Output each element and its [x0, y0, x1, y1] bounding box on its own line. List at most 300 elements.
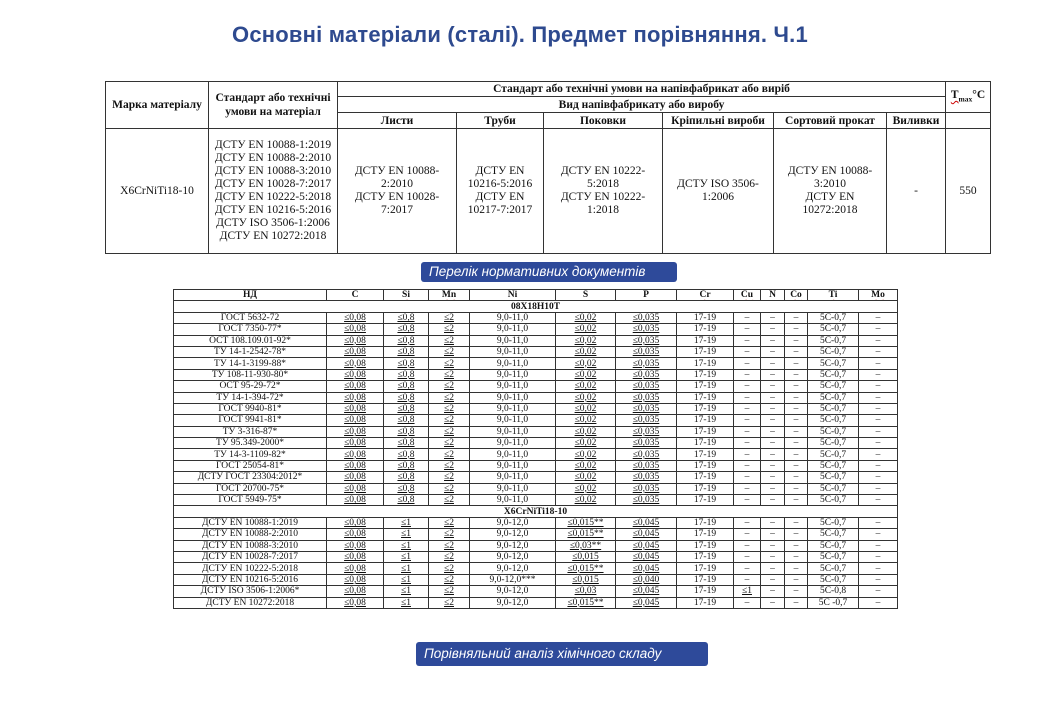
- cell-c: ≤0,08: [327, 540, 384, 551]
- cell-cu: –: [734, 346, 761, 357]
- table-row: [174, 563, 898, 574]
- cell-cu: –: [734, 517, 761, 528]
- cell-n: –: [761, 586, 785, 597]
- cell-cu: –: [734, 392, 761, 403]
- header-fasteners: Кріпильні вироби: [663, 113, 774, 129]
- cell-si: ≤0,8: [384, 495, 429, 506]
- list-line: 1:2018: [587, 204, 619, 216]
- table-row: [174, 586, 898, 597]
- list-line: 5:2018: [587, 178, 619, 190]
- cell-c: ≤0,08: [327, 438, 384, 449]
- cell-ni: 9,0-12,0***: [470, 574, 556, 585]
- column-header-si: Si: [384, 290, 429, 301]
- cell-ni: 9,0-12,0: [470, 540, 556, 551]
- group-row: [174, 506, 898, 517]
- cell-co: –: [785, 346, 808, 357]
- cell-cr: 17-19: [677, 369, 734, 380]
- cell-нд: ДСТУ EN 10088-1:2019: [174, 517, 327, 528]
- cell-mn: ≤2: [429, 574, 470, 585]
- cell-mo: –: [859, 415, 898, 426]
- cell-co: –: [785, 551, 808, 562]
- cell-co: –: [785, 403, 808, 414]
- list-line: ДСТУ ISO 3506-1:2006: [216, 217, 330, 229]
- cell-mn: ≤2: [429, 392, 470, 403]
- cell-ni: 9,0-11,0: [470, 381, 556, 392]
- cell-mo: –: [859, 517, 898, 528]
- cell-co: –: [785, 415, 808, 426]
- cell-mn: ≤2: [429, 312, 470, 323]
- cell-si: ≤0,8: [384, 438, 429, 449]
- cell-mn: ≤2: [429, 563, 470, 574]
- cell-p: ≤0,045: [616, 597, 677, 608]
- cell-ni: 9,0-11,0: [470, 335, 556, 346]
- cell-n: –: [761, 597, 785, 608]
- cell-co: –: [785, 495, 808, 506]
- cell-cu: –: [734, 574, 761, 585]
- cell-s: ≤0,02: [556, 392, 616, 403]
- cell-cu: –: [734, 403, 761, 414]
- cell-mo: –: [859, 346, 898, 357]
- cell-cr: 17-19: [677, 324, 734, 335]
- cell-ti: 5C-0,7: [808, 540, 859, 551]
- cell-c: ≤0,08: [327, 563, 384, 574]
- cell-n: –: [761, 415, 785, 426]
- cell-mo: –: [859, 472, 898, 483]
- cell-co: –: [785, 449, 808, 460]
- cell-s: ≤0,02: [556, 369, 616, 380]
- cell-cr: 17-19: [677, 403, 734, 414]
- cell-n: –: [761, 483, 785, 494]
- cell-cu: –: [734, 563, 761, 574]
- cell-tmax: 550: [946, 129, 991, 254]
- cell-нд: ГОСТ 9941-81*: [174, 415, 327, 426]
- cell-cu: –: [734, 460, 761, 471]
- cell-bars: [774, 129, 887, 254]
- cell-si: ≤1: [384, 574, 429, 585]
- header-castings: Виливки: [887, 113, 946, 129]
- cell-s: ≤0,02: [556, 449, 616, 460]
- cell-нд: ОСТ 108.109.01-92*: [174, 335, 327, 346]
- chem-header-row: [174, 290, 898, 301]
- table-row: [174, 517, 898, 528]
- cell-mn: ≤2: [429, 495, 470, 506]
- cell-si: ≤0,8: [384, 324, 429, 335]
- cell-co: –: [785, 426, 808, 437]
- column-header-c: C: [327, 290, 384, 301]
- cell-cu: –: [734, 335, 761, 346]
- cell-si: ≤1: [384, 529, 429, 540]
- cell-p: ≤0,035: [616, 312, 677, 323]
- cell-cu: –: [734, 426, 761, 437]
- cell-нд: ТУ 14-1-3199-88*: [174, 358, 327, 369]
- table-row: [174, 597, 898, 608]
- cell-p: ≤0,035: [616, 403, 677, 414]
- cell-ti: 5C-0,7: [808, 369, 859, 380]
- cell-co: –: [785, 438, 808, 449]
- cell-sheets: [338, 129, 457, 254]
- cell-c: ≤0,08: [327, 335, 384, 346]
- cell-mo: –: [859, 597, 898, 608]
- cell-ti: 5C-0,7: [808, 517, 859, 528]
- cell-нд: ДСТУ ГОСТ 23304:2012*: [174, 472, 327, 483]
- cell-si: ≤1: [384, 540, 429, 551]
- cell-n: –: [761, 574, 785, 585]
- cell-cr: 17-19: [677, 346, 734, 357]
- table-row: [174, 369, 898, 380]
- cell-co: –: [785, 597, 808, 608]
- cell-c: ≤0,08: [327, 346, 384, 357]
- cell-n: –: [761, 381, 785, 392]
- cell-ni: 9,0-12,0: [470, 586, 556, 597]
- list-line: 10272:2018: [802, 204, 858, 216]
- cell-нд: ГОСТ 5949-75*: [174, 495, 327, 506]
- cell-p: ≤0,035: [616, 369, 677, 380]
- cell-n: –: [761, 392, 785, 403]
- cell-ti: 5C-0,7: [808, 415, 859, 426]
- cell-s: ≤0,015**: [556, 517, 616, 528]
- cell-mn: ≤2: [429, 460, 470, 471]
- cell-p: ≤0,035: [616, 392, 677, 403]
- cell-mn: ≤2: [429, 597, 470, 608]
- cell-si: ≤0,8: [384, 392, 429, 403]
- cell-cu: –: [734, 529, 761, 540]
- cell-c: ≤0,08: [327, 403, 384, 414]
- cell-mo: –: [859, 335, 898, 346]
- header-bars: Сортовий прокат: [774, 113, 887, 129]
- chemical-analysis-badge: Порівняльний аналіз хімічного складу: [416, 642, 708, 666]
- cell-ti: 5C-0,7: [808, 495, 859, 506]
- cell-si: ≤0,8: [384, 346, 429, 357]
- cell-mo: –: [859, 483, 898, 494]
- cell-ti: 5C-0,7: [808, 335, 859, 346]
- cell-ni: 9,0-11,0: [470, 472, 556, 483]
- cell-нд: ДСТУ EN 10028-7:2017: [174, 551, 327, 562]
- cell-n: –: [761, 563, 785, 574]
- table-row: [174, 449, 898, 460]
- cell-mn: ≤2: [429, 449, 470, 460]
- cell-s: ≤0,03**: [556, 540, 616, 551]
- table-row: [174, 358, 898, 369]
- cell-mn: ≤2: [429, 324, 470, 335]
- list-line: ДСТУ ISO 3506-: [677, 178, 759, 190]
- cell-ni: 9,0-11,0: [470, 392, 556, 403]
- table-row: [174, 495, 898, 506]
- cell-cr: 17-19: [677, 563, 734, 574]
- cell-n: –: [761, 426, 785, 437]
- cell-p: ≤0,035: [616, 324, 677, 335]
- cell-mo: –: [859, 438, 898, 449]
- cell-p: ≤0,035: [616, 426, 677, 437]
- cell-si: ≤0,8: [384, 358, 429, 369]
- cell-c: ≤0,08: [327, 574, 384, 585]
- column-header-cu: Cu: [734, 290, 761, 301]
- cell-ti: 5C-0,7: [808, 403, 859, 414]
- cell-p: ≤0,035: [616, 381, 677, 392]
- cell-cr: 17-19: [677, 438, 734, 449]
- header-semi-standard: Стандарт або технічні умови на напівфабрикат або виріб: [338, 82, 946, 97]
- cell-n: –: [761, 358, 785, 369]
- header-pipes: Труби: [457, 113, 544, 129]
- cell-p: ≤0,045: [616, 586, 677, 597]
- list-line: ДСТУ EN 10088-: [354, 165, 440, 177]
- list-line: ДСТУ EN: [475, 191, 525, 203]
- cell-s: ≤0,02: [556, 426, 616, 437]
- table-row: [174, 574, 898, 585]
- cell-p: ≤0,035: [616, 449, 677, 460]
- chemical-composition-table: [173, 289, 898, 609]
- cell-нд: ТУ 14-1-394-72*: [174, 392, 327, 403]
- cell-s: ≤0,02: [556, 403, 616, 414]
- cell-p: ≤0,035: [616, 438, 677, 449]
- cell-mn: ≤2: [429, 369, 470, 380]
- list-line: ДСТУ EN 10088-1:2019: [214, 139, 332, 151]
- cell-нд: ТУ 95.349-2000*: [174, 438, 327, 449]
- cell-co: –: [785, 358, 808, 369]
- list-line: 1:2006: [702, 191, 734, 203]
- cell-cr: 17-19: [677, 483, 734, 494]
- cell-n: –: [761, 495, 785, 506]
- cell-grade: X6CrNiTi18-10: [106, 129, 209, 254]
- list-line: ДСТУ EN 10088-2:2010: [214, 152, 332, 164]
- cell-mn: ≤2: [429, 586, 470, 597]
- column-header-mo: Mo: [859, 290, 898, 301]
- cell-co: –: [785, 460, 808, 471]
- cell-mo: –: [859, 586, 898, 597]
- normative-docs-badge: Перелік нормативних документів: [421, 262, 677, 282]
- cell-ti: 5C-0,7: [808, 529, 859, 540]
- cell-si: ≤0,8: [384, 449, 429, 460]
- cell-ti: 5C-0,7: [808, 574, 859, 585]
- cell-n: –: [761, 517, 785, 528]
- table-row: [174, 381, 898, 392]
- cell-p: ≤0,035: [616, 495, 677, 506]
- cell-cu: –: [734, 415, 761, 426]
- cell-ti: 5C-0,7: [808, 358, 859, 369]
- header-tmax-empty: [946, 113, 991, 129]
- cell-ti: 5C-0,7: [808, 460, 859, 471]
- cell-ti: 5C-0,7: [808, 392, 859, 403]
- cell-cr: 17-19: [677, 426, 734, 437]
- cell-p: ≤0,035: [616, 460, 677, 471]
- cell-cu: –: [734, 438, 761, 449]
- table-row: [174, 415, 898, 426]
- cell-mo: –: [859, 358, 898, 369]
- cell-p: ≤0,035: [616, 472, 677, 483]
- cell-s: ≤0,02: [556, 460, 616, 471]
- cell-ni: 9,0-11,0: [470, 415, 556, 426]
- cell-c: ≤0,08: [327, 597, 384, 608]
- cell-p: ≤0,045: [616, 540, 677, 551]
- cell-c: ≤0,08: [327, 392, 384, 403]
- cell-co: –: [785, 586, 808, 597]
- cell-cr: 17-19: [677, 460, 734, 471]
- group-label: X6CrNiTi18-10: [174, 506, 898, 517]
- cell-c: ≤0,08: [327, 358, 384, 369]
- table-row: [174, 460, 898, 471]
- table-row: [174, 426, 898, 437]
- cell-mn: ≤2: [429, 483, 470, 494]
- cell-mo: –: [859, 369, 898, 380]
- cell-s: ≤0,02: [556, 358, 616, 369]
- cell-ti: 5C-0,7: [808, 551, 859, 562]
- cell-n: –: [761, 529, 785, 540]
- cell-n: –: [761, 346, 785, 357]
- cell-pipes: [457, 129, 544, 254]
- header-grade: Марка матеріалу: [106, 82, 209, 129]
- cell-s: ≤0,015: [556, 551, 616, 562]
- table-row: [174, 529, 898, 540]
- cell-mo: –: [859, 392, 898, 403]
- cell-ni: 9,0-11,0: [470, 312, 556, 323]
- cell-c: ≤0,08: [327, 551, 384, 562]
- cell-ni: 9,0-11,0: [470, 438, 556, 449]
- cell-n: –: [761, 540, 785, 551]
- cell-ti: 5C-0,7: [808, 438, 859, 449]
- cell-si: ≤1: [384, 563, 429, 574]
- column-header-p: P: [616, 290, 677, 301]
- cell-p: ≤0,035: [616, 358, 677, 369]
- cell-ti: 5C-0,7: [808, 312, 859, 323]
- list-line: 10216-5:2016: [467, 178, 533, 190]
- cell-s: ≤0,02: [556, 415, 616, 426]
- cell-c: ≤0,08: [327, 381, 384, 392]
- table-row: [174, 335, 898, 346]
- column-header-ni: Ni: [470, 290, 556, 301]
- cell-co: –: [785, 574, 808, 585]
- cell-mo: –: [859, 426, 898, 437]
- column-header-co: Co: [785, 290, 808, 301]
- cell-s: ≤0,02: [556, 335, 616, 346]
- cell-c: ≤0,08: [327, 517, 384, 528]
- cell-co: –: [785, 369, 808, 380]
- cell-mn: ≤2: [429, 438, 470, 449]
- cell-нд: ТУ 3-316-87*: [174, 426, 327, 437]
- cell-ti: 5C-0,7: [808, 449, 859, 460]
- cell-c: ≤0,08: [327, 483, 384, 494]
- cell-co: –: [785, 529, 808, 540]
- cell-cu: –: [734, 312, 761, 323]
- cell-ni: 9,0-11,0: [470, 324, 556, 335]
- cell-ni: 9,0-12,0: [470, 563, 556, 574]
- cell-нд: ГОСТ 20700-75*: [174, 483, 327, 494]
- list-line: ДСТУ EN 10222-5:2018: [214, 191, 332, 203]
- cell-s: ≤0,015: [556, 574, 616, 585]
- cell-s: ≤0,02: [556, 324, 616, 335]
- cell-ni: 9,0-11,0: [470, 460, 556, 471]
- cell-s: ≤0,02: [556, 483, 616, 494]
- cell-mn: ≤2: [429, 426, 470, 437]
- cell-ni: 9,0-12,0: [470, 551, 556, 562]
- cell-нд: ТУ 108-11-930-80*: [174, 369, 327, 380]
- cell-mn: ≤2: [429, 346, 470, 357]
- cell-cr: 17-19: [677, 415, 734, 426]
- cell-n: –: [761, 551, 785, 562]
- cell-ni: 9,0-11,0: [470, 449, 556, 460]
- cell-co: –: [785, 540, 808, 551]
- cell-ti: 5C-0,8: [808, 586, 859, 597]
- cell-ni: 9,0-12,0: [470, 517, 556, 528]
- cell-ni: 9,0-11,0: [470, 403, 556, 414]
- column-header-s: S: [556, 290, 616, 301]
- cell-ni: 9,0-11,0: [470, 346, 556, 357]
- cell-cr: 17-19: [677, 540, 734, 551]
- cell-n: –: [761, 472, 785, 483]
- cell-cu: –: [734, 369, 761, 380]
- cell-p: ≤0,045: [616, 551, 677, 562]
- table-row: [174, 392, 898, 403]
- cell-p: ≤0,040: [616, 574, 677, 585]
- cell-c: ≤0,08: [327, 324, 384, 335]
- cell-p: ≤0,045: [616, 517, 677, 528]
- cell-co: –: [785, 335, 808, 346]
- cell-cu: –: [734, 551, 761, 562]
- list-line: ДСТУ EN: [475, 165, 525, 177]
- table-row: [174, 483, 898, 494]
- cell-нд: ГОСТ 5632-72: [174, 312, 327, 323]
- column-header-mn: Mn: [429, 290, 470, 301]
- cell-нд: ТУ 14-3-1109-82*: [174, 449, 327, 460]
- cell-co: –: [785, 472, 808, 483]
- cell-нд: ГОСТ 9940-81*: [174, 403, 327, 414]
- cell-cr: 17-19: [677, 529, 734, 540]
- cell-si: ≤0,8: [384, 415, 429, 426]
- cell-cr: 17-19: [677, 392, 734, 403]
- cell-forgings: [544, 129, 663, 254]
- cell-n: –: [761, 438, 785, 449]
- cell-c: ≤0,08: [327, 426, 384, 437]
- cell-ni: 9,0-11,0: [470, 426, 556, 437]
- cell-c: ≤0,08: [327, 449, 384, 460]
- cell-p: ≤0,045: [616, 563, 677, 574]
- cell-si: ≤0,8: [384, 403, 429, 414]
- cell-cu: –: [734, 483, 761, 494]
- cell-fasteners: [663, 129, 774, 254]
- cell-c: ≤0,08: [327, 586, 384, 597]
- cell-ti: 5C-0,7: [808, 563, 859, 574]
- cell-ni: 9,0-11,0: [470, 358, 556, 369]
- cell-n: –: [761, 403, 785, 414]
- cell-cr: 17-19: [677, 517, 734, 528]
- cell-co: –: [785, 517, 808, 528]
- cell-s: ≤0,015**: [556, 597, 616, 608]
- cell-cr: 17-19: [677, 597, 734, 608]
- cell-mo: –: [859, 449, 898, 460]
- cell-co: –: [785, 483, 808, 494]
- cell-si: ≤1: [384, 597, 429, 608]
- header-forgings: Поковки: [544, 113, 663, 129]
- list-line: ДСТУ EN 10088-3:2010: [214, 165, 332, 177]
- cell-cr: 17-19: [677, 312, 734, 323]
- cell-s: ≤0,015**: [556, 563, 616, 574]
- cell-co: –: [785, 563, 808, 574]
- cell-ni: 9,0-11,0: [470, 369, 556, 380]
- table-row: [174, 551, 898, 562]
- cell-mo: –: [859, 381, 898, 392]
- cell-si: ≤0,8: [384, 472, 429, 483]
- cell-s: ≤0,02: [556, 312, 616, 323]
- cell-s: ≤0,02: [556, 381, 616, 392]
- cell-s: ≤0,03: [556, 586, 616, 597]
- cell-нд: ДСТУ EN 10088-2:2010: [174, 529, 327, 540]
- cell-si: ≤0,8: [384, 335, 429, 346]
- cell-si: ≤1: [384, 586, 429, 597]
- cell-mo: –: [859, 574, 898, 585]
- cell-cr: 17-19: [677, 358, 734, 369]
- cell-нд: ДСТУ ISO 3506-1:2006*: [174, 586, 327, 597]
- cell-castings: -: [887, 129, 946, 254]
- table-row: [174, 403, 898, 414]
- cell-mo: –: [859, 495, 898, 506]
